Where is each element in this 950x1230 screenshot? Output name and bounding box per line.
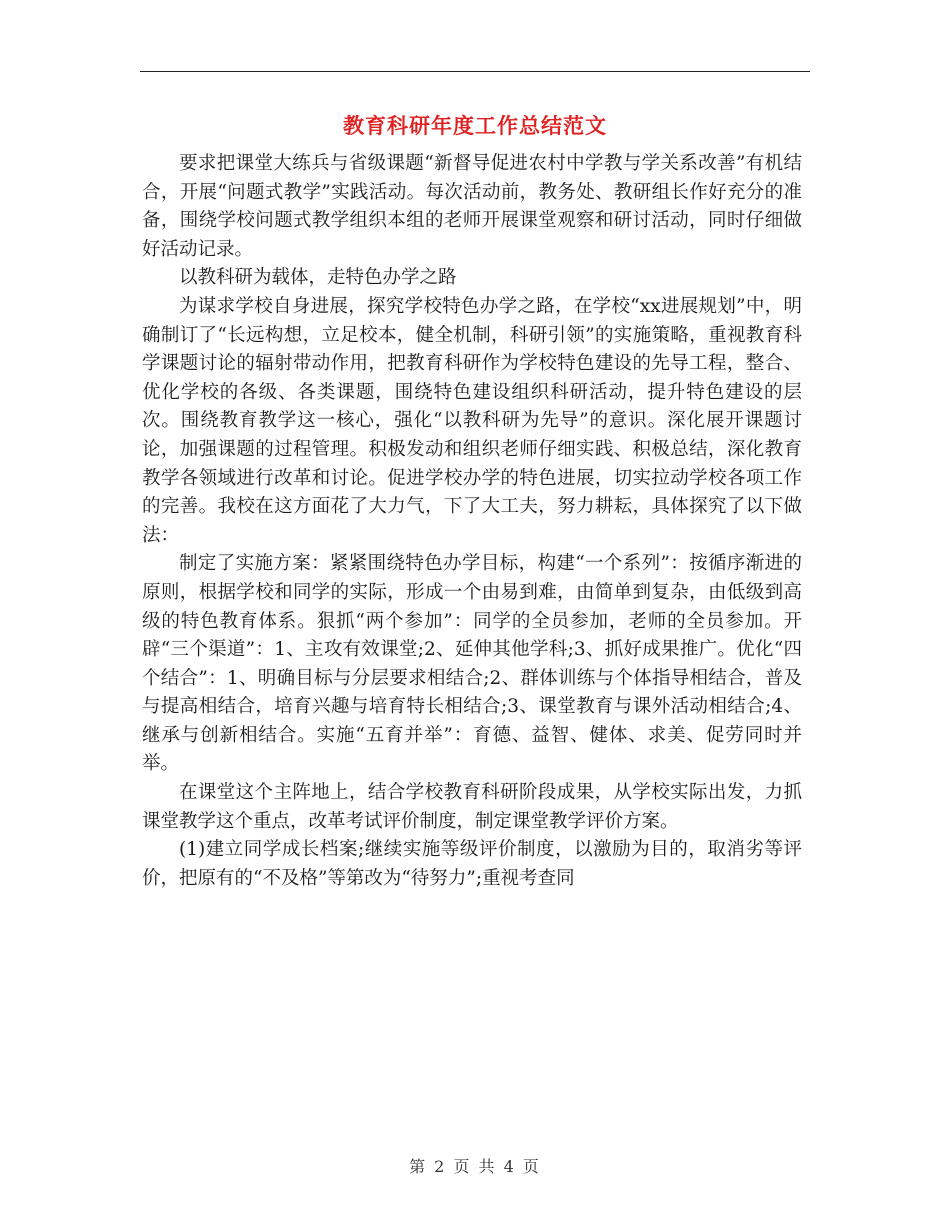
paragraph: 以教科研为载体，走特色办学之路 (179, 267, 457, 289)
paragraph: (1)建立同学成长档案;继续实施等级评价制度，以激励为目的，取消劣等评价，把原有的“不及格”等第改为“待努力”;重视考查同 (142, 839, 802, 889)
header-rule (140, 71, 810, 72)
paragraph: 为谋求学校自身进展，探究学校特色办学之路，在学校“xx进展规划”中，明确制订了“长远构想，立足校本，健全机制，科研引领”的实施策略，重视教育科学课题讨论的辐射带动作用，把教育科研作为学校特色建设的先导工程，整合、优化学校的各级、各类课题，围绕特色建设组织科研活动，提升特色建设的层次。围绕教育教学这一核心，强化“以教科研为先导”的意识。深化展开课题讨论，加强课题的过程管理。积极发动和组织老师仔细实践、积极总结，深化教育教学各领域进行改革和讨论。促进学校办学的特色进展，切实拉动学校各项工作的完善。我校在这方面花了大力气，下了大工夫，努力耕耘，具体探究了以下做法： (142, 295, 802, 546)
page-number: 第 2 页 共 4 页 (409, 1157, 541, 1176)
paragraph: 在课堂这个主阵地上，结合学校教育科研阶段成果，从学校实际出发，力抓课堂教学这个重点，改革考试评价制度，制定课堂教学评价方案。 (142, 782, 802, 832)
paragraph: 制定了实施方案：紧紧围绕特色办学目标，构建“一个系列”：按循序渐进的原则，根据学校和同学的实际，形成一个由易到难，由简单到复杂，由低级到高级的特色教育体系。狠抓“两个参加”：同学的全员参加，老师的全员参加。开辟“三个渠道”：1、主攻有效课堂;2、延伸其他学科;3、抓好成果推广。优化“四个结合”：1、明确目标与分层要求相结合;2、群体训练与个体指导相结合，普及与提高相结合，培育兴趣与培育特长相结合;3、课堂教育与课外活动相结合;4、继承与创新相结合。实施“五育并举”：育德、益智、健体、求美、促劳同时并举。 (142, 553, 802, 775)
paragraph: 要求把课堂大练兵与省级课题“新督导促进农村中学教与学关系改善”有机结合，开展“问题式教学”实践活动。每次活动前，教务处、教研组长作好充分的准备，围绕学校问题式教学组织本组的老师开展课堂观察和研讨活动，同时仔细做好活动记录。 (142, 153, 802, 260)
document-title: 教育科研年度工作总结范文 (343, 113, 607, 138)
document-body (142, 150, 802, 893)
